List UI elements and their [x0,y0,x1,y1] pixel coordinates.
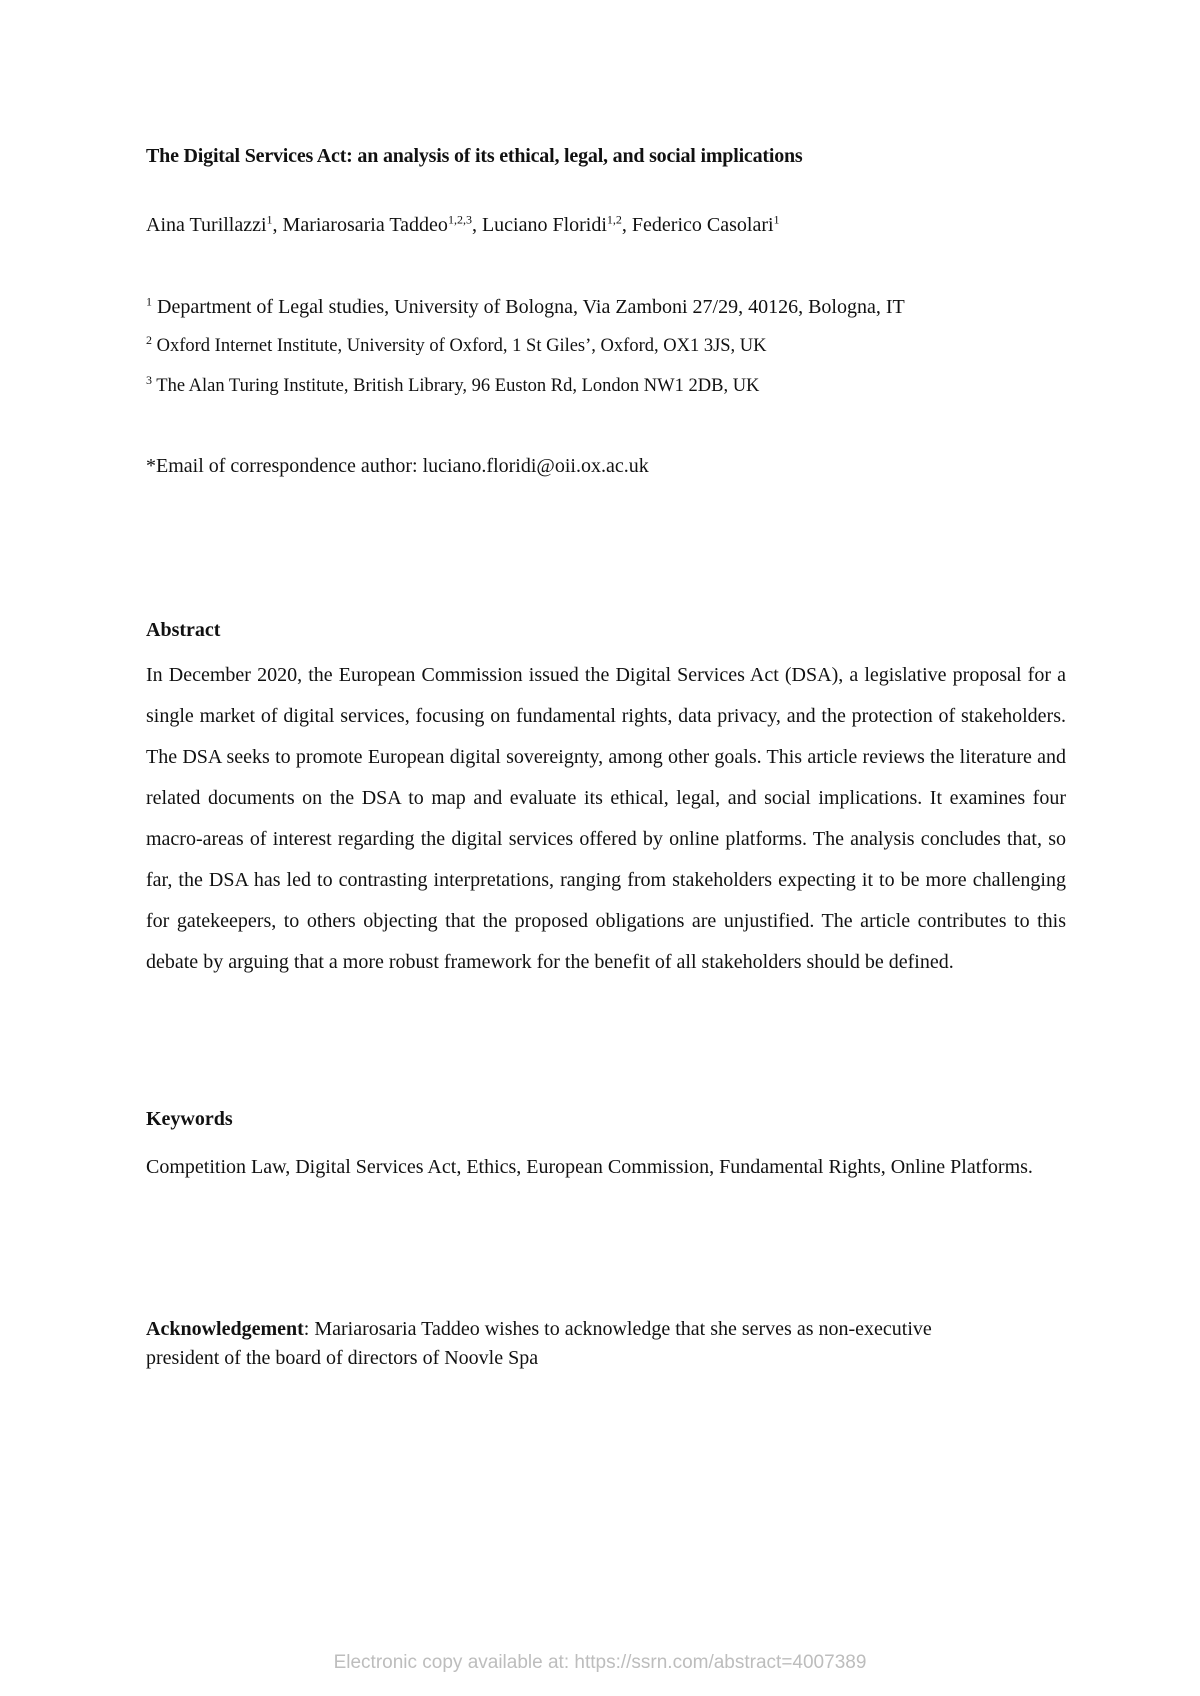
author-name: Mariarosaria Taddeo [282,214,448,236]
acknowledgement [146,1315,996,1373]
affiliation-mark: 2 [146,332,152,347]
author-name: Federico Casolari [631,214,774,236]
affiliation [146,372,760,397]
author-affiliation-mark: 1 [773,212,780,227]
affiliation-text: Oxford Internet Institute, University of Oxford, 1 St Giles’, Oxford, OX1 3JS, UK [156,336,767,356]
affiliation [146,296,905,319]
affiliation [146,332,767,357]
affiliation-mark: 3 [146,372,152,387]
ssrn-footer: Electronic copy available at: https://ssrn.com/abstract=4007389 [333,1652,867,1673]
acknowledgement-label: Acknowledgement [146,1318,304,1340]
author-name: Aina Turillazzi [146,214,267,236]
author-affiliation-mark: 1,2,3 [447,212,472,227]
author-name: Luciano Floridi [481,214,607,236]
affiliation-mark: 1 [146,294,152,309]
author-affiliation-mark: 1 [266,212,273,227]
affiliation-text: Department of Legal studies, University of Bologna, Via Zamboni 27/29, 40126, Bologna, IT [157,296,905,318]
keywords-heading: Keywords [146,1108,233,1130]
keywords-text: Competition Law, Digital Services Act, Ethics, European Commission, Fundamental Rights, Online Platforms. [146,1156,1033,1178]
author-list: Aina Turillazzi$^1$, Mariarosaria Taddeo$^{1,2,3}$, Luciano Floridi$^{1,2}$, Federico Casolari$^1$ [146,212,780,236]
affiliation-text: The Alan Turing Institute, British Library, 96 Euston Rd, London NW1 2DB, UK [156,376,760,396]
paper-title: The Digital Services Act: an analysis of its ethical, legal, and social implications [146,145,803,167]
author-affiliation-mark: 1,2 [606,212,622,227]
correspondence-email: *Email of correspondence author: luciano.floridi@oii.ox.ac.uk [146,455,649,477]
abstract-heading: Abstract [146,619,221,641]
abstract-text: In December 2020, the European Commission issued the Digital Services Act (DSA), a legislative proposal for a single market of digital services, focusing on fundamental rights, data privacy, and the protection of stakeholders. The DSA seeks to promote European digital sovereignty, among other goals. This article reviews the literature and related documents on the DSA to map and evaluate its ethical, legal, and social implications. It examines four macro-areas of interest regarding the digital services offered by online platforms. The analysis concludes that, so far, the DSA has led to contrasting interpretations, ranging from stakeholders expecting it to be more challenging for gatekeepers, to others objecting that the proposed obligations are unjustified. The article contributes to this debate by arguing that a more robust framework for the benefit of all stakeholders should be defined. [146,664,1066,973]
acknowledgement-text: : Mariarosaria Taddeo wishes to acknowledge that she serves as non-executive president of the board of directors of Noovle Spa [146,1318,932,1369]
